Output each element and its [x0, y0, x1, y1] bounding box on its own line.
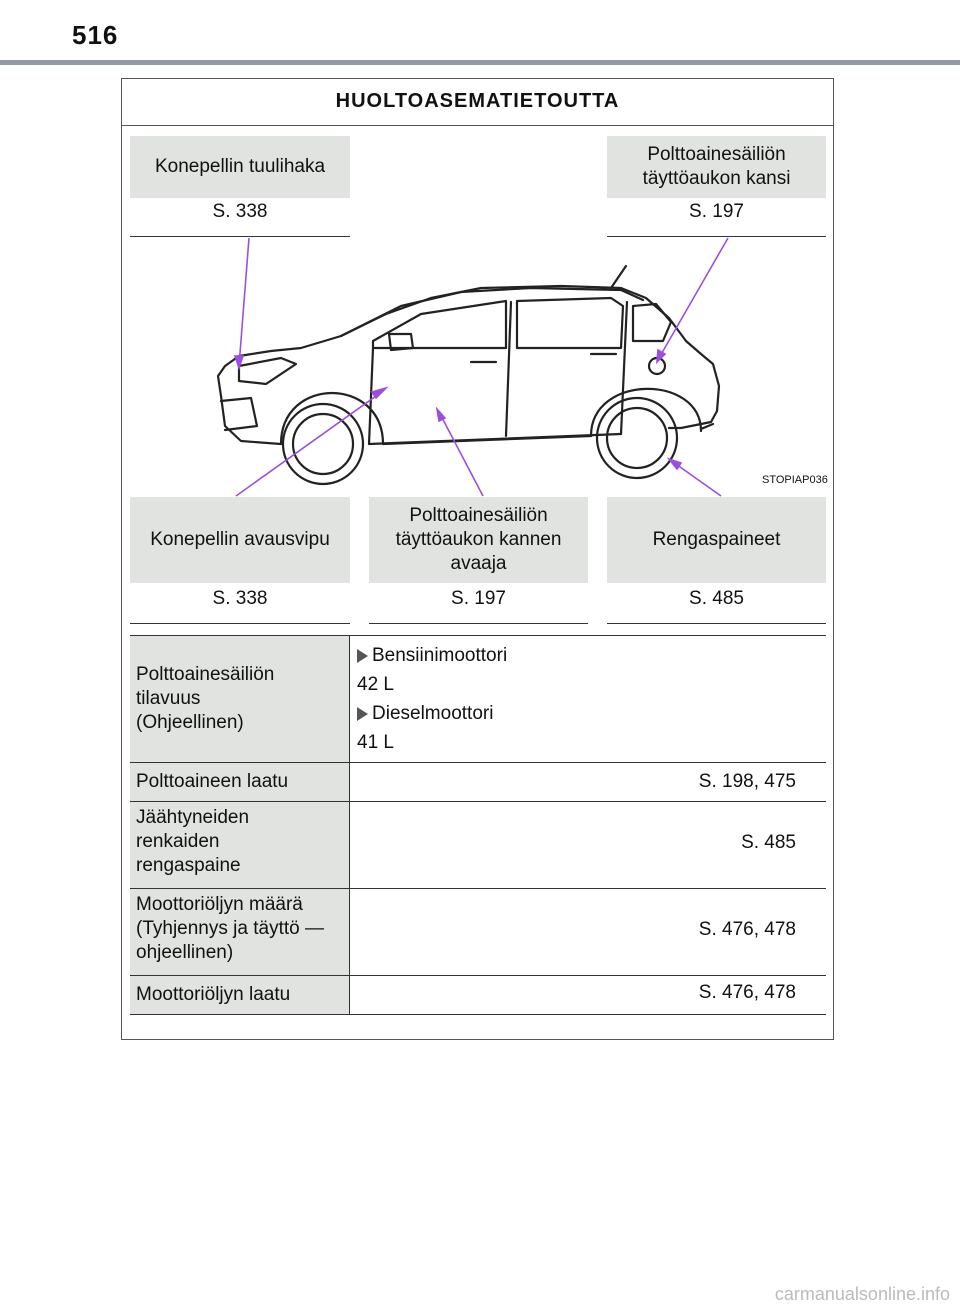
- callout-label-hood-release: Konepellin avausvipu: [130, 497, 350, 583]
- capacity-value: 41 L: [357, 732, 394, 753]
- fuel-capacity-list: [357, 644, 507, 760]
- spec-label-fuel-capacity: Polttoainesäiliön tilavuus (Ohjeellinen): [130, 636, 350, 762]
- image-code: STOPIAP036: [762, 474, 828, 486]
- triangle-bullet-icon: [357, 649, 368, 663]
- callout-label-fuel-door: Polttoainesäiliön täyttöaukon kansi: [607, 136, 826, 198]
- table-row: [130, 889, 826, 976]
- callout-label-hood-support: Konepellin tuulihaka: [130, 136, 350, 198]
- callout-ref-fuel-door-opener: S. 197: [369, 587, 588, 624]
- callout-label-fuel-door-opener: Polttoainesäiliön täyttöaukon kannen avaaja: [369, 497, 588, 583]
- callout-ref-tire-pressure: S. 485: [607, 587, 826, 624]
- table-row: [130, 802, 826, 889]
- callout-ref-hood-support: S. 338: [130, 200, 350, 237]
- list-item: [357, 644, 507, 668]
- spec-ref: S. 485: [741, 832, 796, 853]
- page-number: 516: [72, 20, 119, 50]
- panel-title: HUOLTOASEMATIETOUTTA: [121, 78, 834, 126]
- list-item: [357, 731, 507, 755]
- list-item: [357, 673, 507, 697]
- watermark: carmanualsonline.info: [774, 1284, 950, 1304]
- capacity-value: 42 L: [357, 674, 394, 695]
- spec-ref: S. 476, 478: [698, 919, 796, 940]
- spec-ref: S. 198, 475: [698, 771, 796, 792]
- callout-ref-hood-release: S. 338: [130, 587, 350, 624]
- spec-row-fuel-capacity: [130, 636, 826, 763]
- car-side-illustration: [121, 126, 834, 498]
- spec-label: Jäähtyneiden renkaiden rengaspaine: [130, 802, 350, 888]
- table-row: [130, 976, 826, 1015]
- spec-label: Moottoriöljyn laatu: [130, 976, 350, 1014]
- spec-label: Moottoriöljyn määrä (Tyhjennys ja täyttö — ohjeellinen): [130, 889, 350, 975]
- engine-type: Dieselmoottori: [372, 703, 494, 724]
- header-rule: [0, 60, 960, 65]
- callout-ref-fuel-door: S. 197: [607, 200, 826, 237]
- spec-label: Polttoaineen laatu: [130, 763, 350, 801]
- list-item: [357, 702, 507, 726]
- engine-type: Bensiinimoottori: [372, 645, 508, 666]
- table-row: [130, 763, 826, 802]
- callout-label-tire-pressure: Rengaspaineet: [607, 497, 826, 583]
- spec-ref: S. 476, 478: [698, 982, 796, 1003]
- triangle-bullet-icon: [357, 707, 368, 721]
